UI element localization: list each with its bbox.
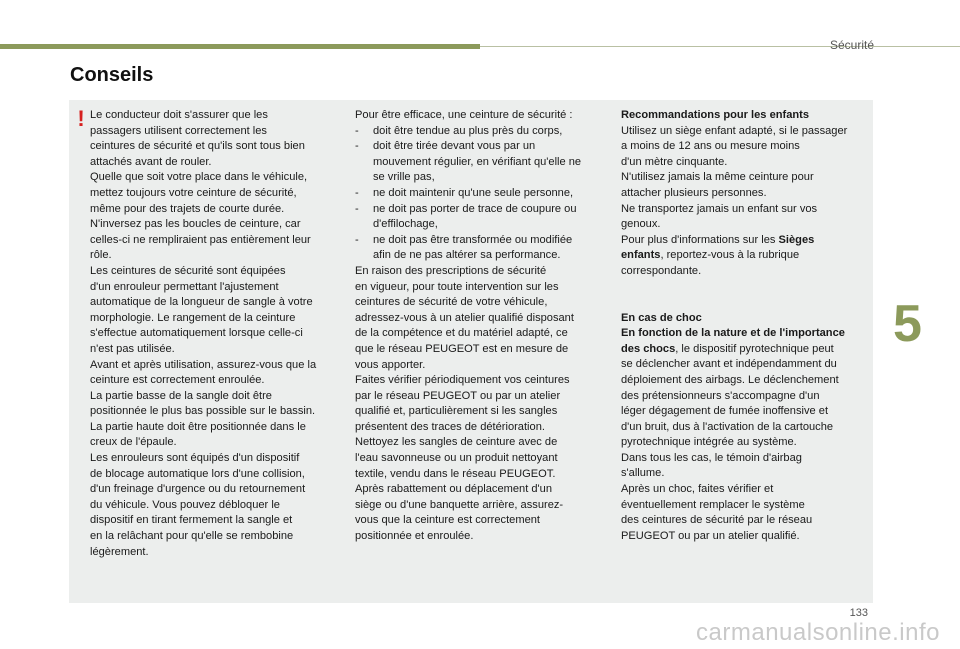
- text-line: En raison des prescriptions de sécurité: [355, 264, 547, 277]
- text-line: se déclencher avant et indépendamment du: [621, 358, 837, 371]
- text-line: creux de l'épaule.: [90, 436, 177, 449]
- text-line: genoux.: [621, 218, 661, 231]
- text-line: La partie haute doit être positionnée dans le: [90, 420, 306, 433]
- list-item-line: ne doit pas porter de trace de coupure ou: [373, 202, 577, 215]
- text-line: Quelle que soit votre place dans le véhicule,: [90, 171, 308, 184]
- text-line: du véhicule. Vous pouvez débloquer le: [90, 498, 280, 511]
- text-line: siège ou d'une banquette arrière, assurez-: [355, 498, 564, 511]
- text-line: dispositif en tirant fermement la sangle et: [90, 514, 293, 527]
- text-line: Avant et après utilisation, assurez-vous que la: [90, 358, 317, 371]
- watermark: carmanualsonline.info: [696, 619, 940, 646]
- list-item-line: doit être tirée devant vous par un: [373, 140, 536, 153]
- dash-marker: -: [355, 124, 359, 137]
- belt-requirements-list: [355, 124, 605, 264]
- children-heading: Recommandations pour les enfants: [621, 109, 810, 121]
- text-line: d'un mètre cinquante.: [621, 155, 728, 168]
- dash-marker: -: [355, 202, 359, 215]
- list-item-line: d'effilochage,: [373, 218, 438, 231]
- text-line: d'un freinage d'urgence ou du retournement: [90, 483, 306, 496]
- text-line: Les enrouleurs sont équipés d'un dispositif: [90, 452, 300, 465]
- list-item-line: ne doit pas être transformée ou modifiée: [373, 233, 573, 246]
- text-line: passagers utilisent correctement les: [90, 124, 267, 137]
- link-enfants: enfants: [621, 249, 661, 262]
- header-rule: [480, 46, 960, 47]
- text-line: Faites vérifier périodiquement vos ceintures: [355, 374, 570, 387]
- spacer: [621, 280, 873, 311]
- list-item-line: ne doit maintenir qu'une seule personne,: [373, 186, 574, 199]
- text-line: adressez-vous à un atelier qualifié disposant: [355, 311, 574, 324]
- list-item: [355, 186, 605, 202]
- text-line: celles-ci ne rempliraient pas entièrement leur: [90, 233, 311, 246]
- text-line: attacher plusieurs personnes.: [621, 186, 767, 199]
- text-line: morphologie. Le rangement de la ceinture: [90, 311, 296, 324]
- crash-line: des chocs, le dispositif pyrotechnique peut: [621, 342, 834, 355]
- crash-bold-line: En fonction de la nature et de l'importance: [621, 327, 845, 340]
- text-line: ceintures de sécurité et qu'ils sont tous bien: [90, 140, 305, 153]
- text-line: n'est pas utilisée.: [90, 342, 175, 355]
- text-line: positionnée le plus bas possible sur le bassin.: [90, 405, 316, 418]
- text-line: Nettoyez les sangles de ceinture avec de: [355, 436, 558, 449]
- text-line: de blocage automatique lors d'une collision,: [90, 467, 305, 480]
- text-line: léger dégagement de fumée inoffensive et: [621, 405, 829, 418]
- column-middle: [355, 108, 605, 545]
- text-line: a moins de 12 ans ou mesure moins: [621, 140, 800, 153]
- text-line: éventuellement remplacer le système: [621, 498, 805, 511]
- list-item-line: mouvement régulier, en vérifiant qu'elle ne: [373, 155, 582, 168]
- list-item-line: doit être tendue au plus près du corps,: [373, 124, 563, 137]
- chapter-number: 5: [893, 295, 922, 353]
- text-line: rôle.: [90, 249, 112, 262]
- text-line: d'un bruit, dus à l'activation de la cartouche: [621, 420, 834, 433]
- text-line: attachés avant de rouler.: [90, 155, 212, 168]
- list-item-line: afin de ne pas altérer sa performance.: [373, 249, 561, 262]
- text-line: vous apporter.: [355, 358, 426, 371]
- link-siege: Sièges: [778, 233, 815, 246]
- children-text: [621, 124, 873, 233]
- text-line: que le réseau PEUGEOT est en mesure de: [355, 342, 569, 355]
- text-line: La partie basse de la sangle doit être: [90, 389, 272, 402]
- text-line: déploiement des airbags. Le déclenchement: [621, 373, 839, 386]
- children-reference-2: enfants, reportez-vous à la rubrique: [621, 249, 800, 262]
- text-line: présentent des traces de détérioration.: [355, 420, 545, 433]
- text-line: Utilisez un siège enfant adapté, si le passager: [621, 124, 848, 137]
- text-line: par le réseau PEUGEOT ou par un atelier: [355, 389, 561, 402]
- text-line: d'un enrouleur permettant l'ajustement: [90, 280, 279, 293]
- column-left: [90, 108, 340, 560]
- list-item: [355, 233, 605, 264]
- text-line: Les ceintures de sécurité sont équipées: [90, 264, 286, 277]
- text-line: légèrement.: [90, 545, 149, 558]
- text-line: des ceintures de sécurité par le réseau: [621, 514, 813, 527]
- text-line: de la compétence et du matériel adapté, ce: [355, 327, 568, 340]
- section-name: Sécurité: [829, 38, 874, 52]
- text-line: Le conducteur doit s'assurer que les: [90, 109, 268, 121]
- text-line: Dans tous les cas, le témoin d'airbag: [621, 451, 802, 464]
- text-line: des prétensionneurs s'accompagne d'un: [621, 389, 820, 402]
- dash-marker: -: [355, 233, 359, 246]
- text-line: mettez toujours votre ceinture de sécurité,: [90, 186, 297, 199]
- list-item: [355, 202, 605, 233]
- page-title: Conseils: [70, 64, 154, 86]
- list-item-line: se vrille pas,: [373, 171, 435, 184]
- text-line: vous que la ceinture est correctement: [355, 514, 540, 527]
- list-item: [355, 139, 605, 186]
- text-line: s'effectue automatiquement lorsque celle-ci: [90, 327, 303, 340]
- text-line: Après un choc, faites vérifier et: [621, 483, 774, 496]
- warning-icon: !: [77, 106, 85, 131]
- column-right: [621, 108, 873, 544]
- text-line: N'inversez pas les boucles de ceinture, car: [90, 218, 301, 231]
- text-line: en la relâchant pour qu'elle se rembobine: [90, 530, 294, 543]
- text-line: Ne transportez jamais un enfant sur vos: [621, 202, 818, 215]
- text-line: l'eau savonneuse ou un produit nettoyant: [355, 452, 558, 465]
- dash-marker: -: [355, 186, 359, 199]
- text-line: même pour des trajets de courte durée.: [90, 202, 285, 215]
- children-reference: Pour plus d'informations sur les Sièges: [621, 233, 815, 246]
- belt-intro: Pour être efficace, une ceinture de sécurité :: [355, 109, 573, 121]
- text-line: ceinture est correctement enroulée.: [90, 374, 265, 387]
- text-line: automatique de la longueur de sangle à votre: [90, 296, 313, 309]
- text-line: qualifié et, particulièrement si les sangles: [355, 405, 558, 418]
- page-number: 133: [849, 607, 868, 619]
- dash-marker: -: [355, 140, 359, 153]
- text-line: N'utilisez jamais la même ceinture pour: [621, 171, 814, 184]
- column-left-text: [90, 108, 340, 560]
- text-line: s'allume.: [621, 467, 665, 480]
- text-line: Après rabattement ou déplacement d'un: [355, 483, 553, 496]
- crash-heading: En cas de choc: [621, 311, 702, 324]
- text-line: positionnée et enroulée.: [355, 530, 474, 543]
- text-line: PEUGEOT ou par un atelier qualifié.: [621, 529, 800, 542]
- header-accent-bar: [0, 44, 480, 49]
- text-line: pyrotechnique intégrée au système.: [621, 436, 797, 449]
- text-line: en vigueur, pour toute intervention sur les: [355, 280, 559, 293]
- column-middle-text: [355, 264, 605, 545]
- crash-text: [621, 357, 873, 544]
- list-item: [355, 124, 605, 140]
- text-line: ceintures de sécurité de votre véhicule,: [355, 296, 548, 309]
- children-reference-3: correspondante.: [621, 264, 702, 277]
- text-line: textile, vendu dans le réseau PEUGEOT.: [355, 467, 556, 480]
